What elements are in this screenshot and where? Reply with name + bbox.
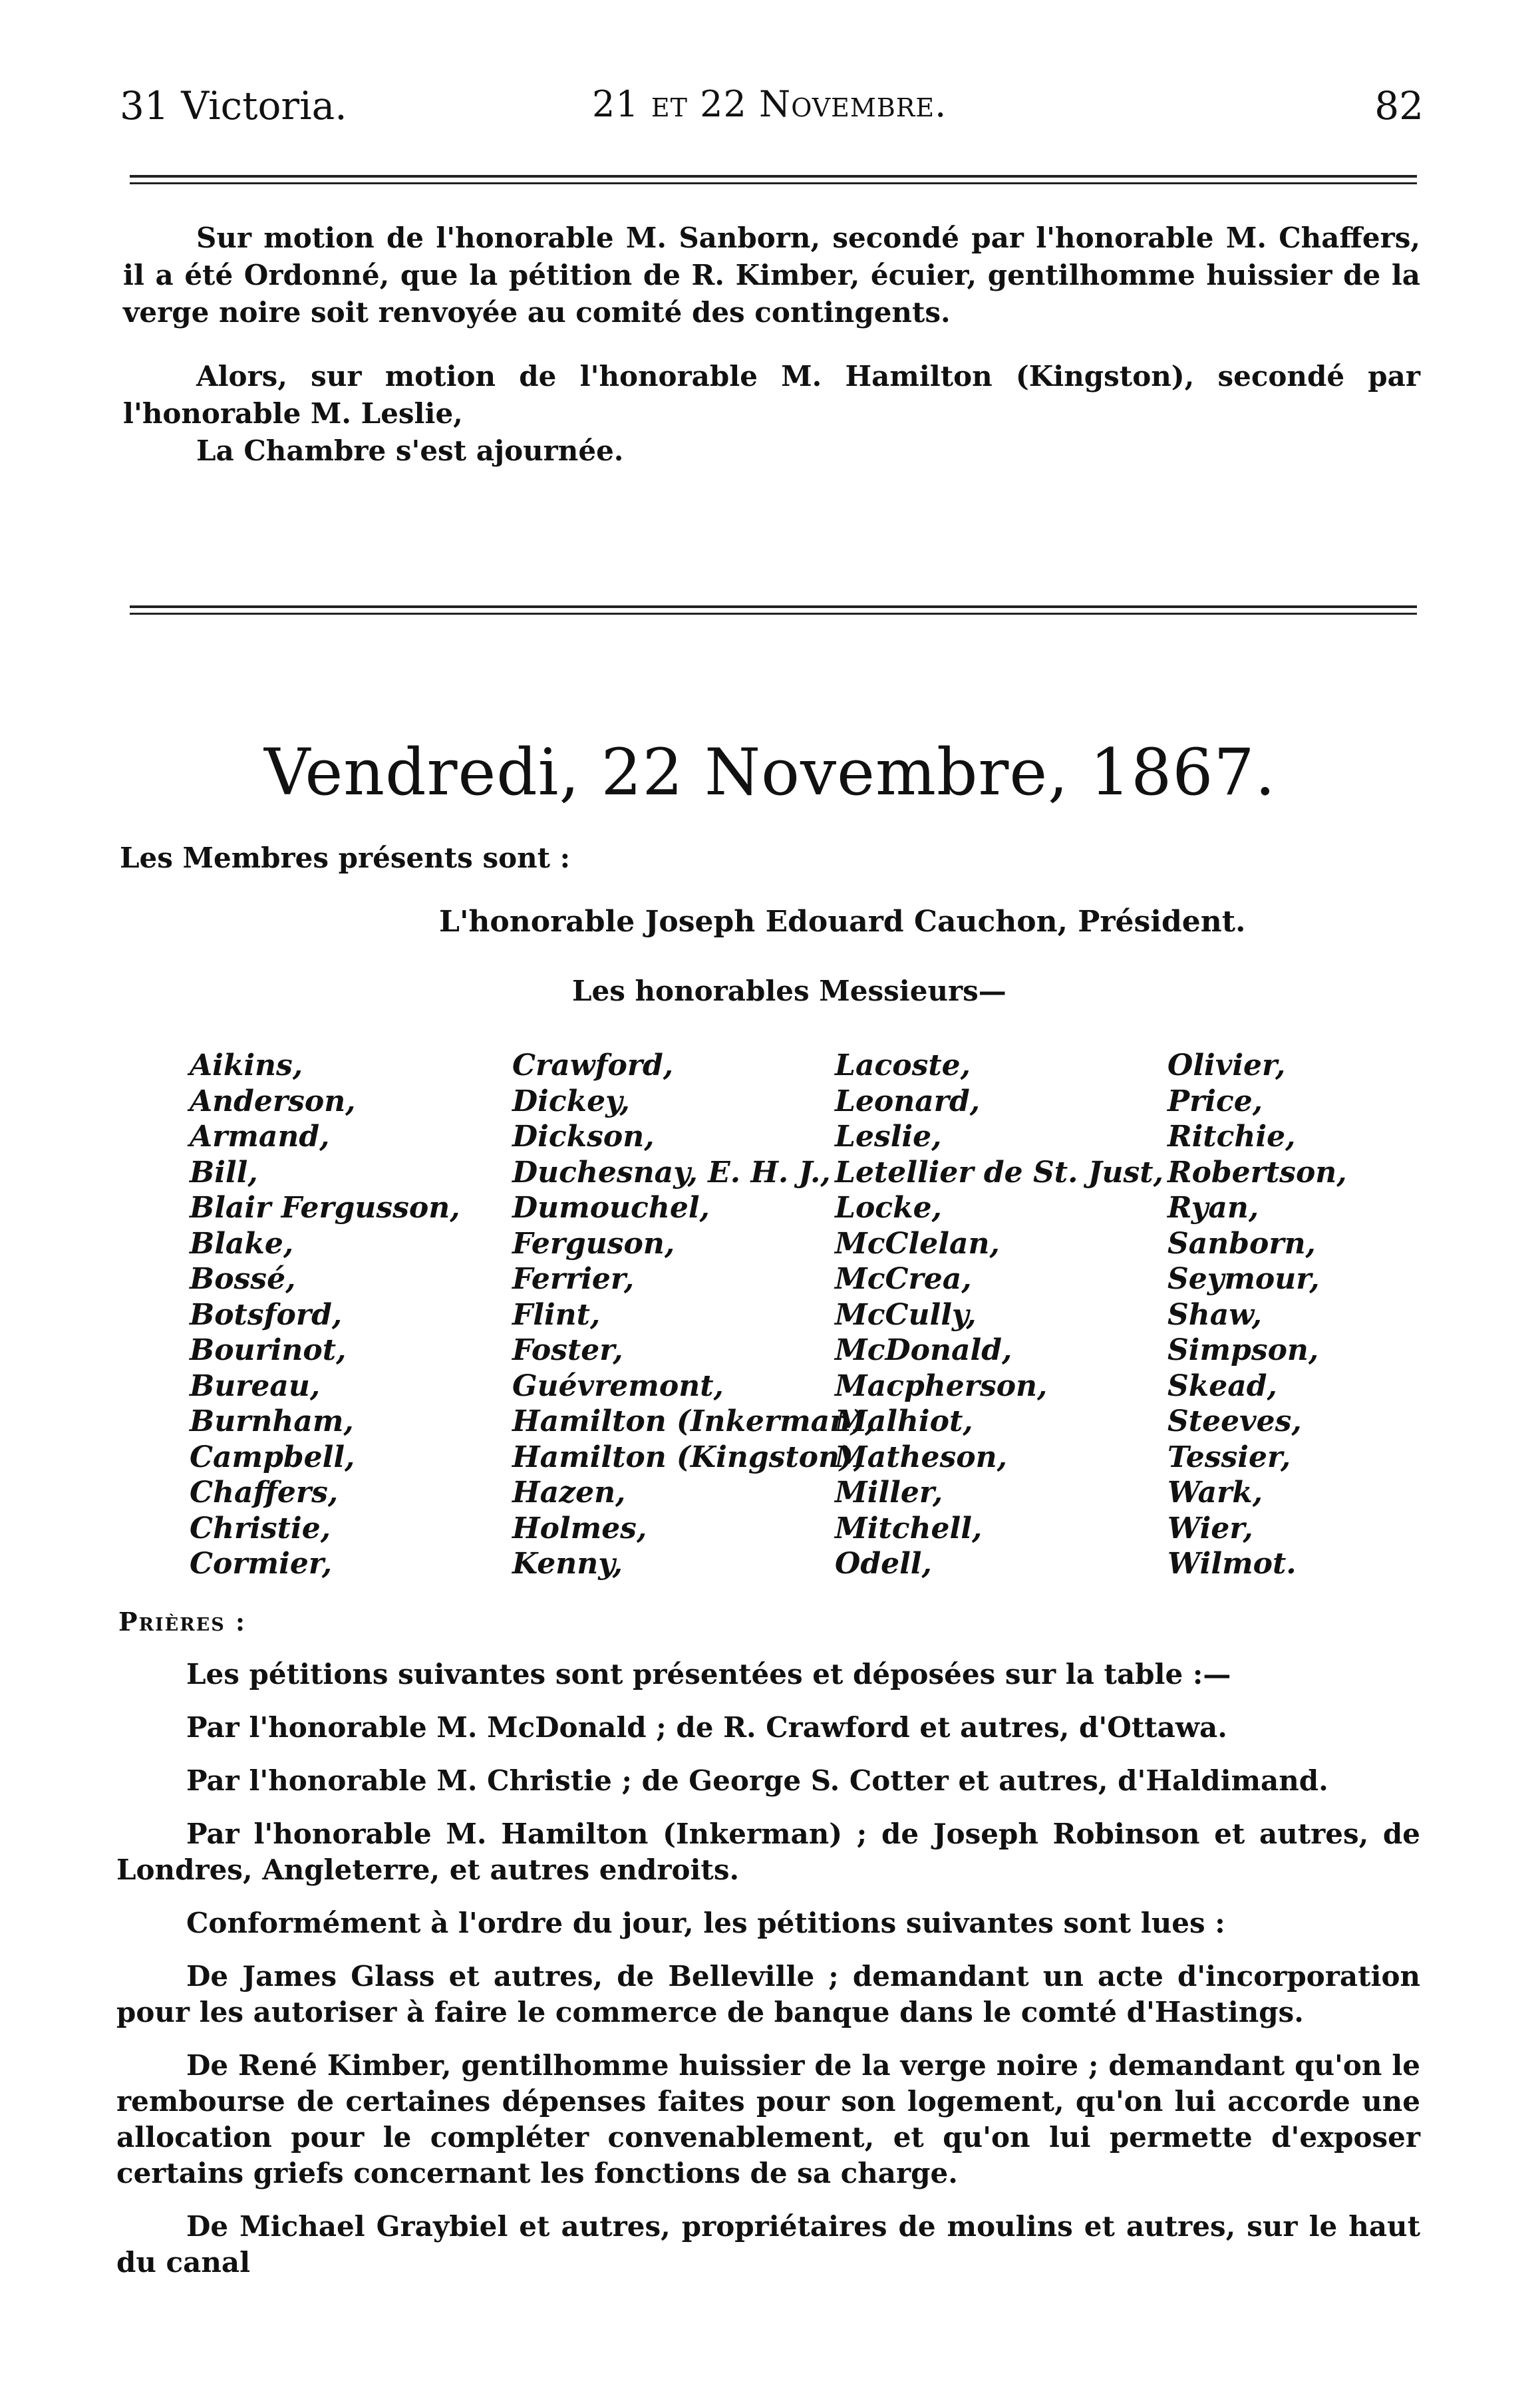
member-name: Wier, <box>1167 1511 1253 1545</box>
member-name: Skead, <box>1167 1368 1277 1403</box>
member-name: Wark, <box>1167 1476 1263 1510</box>
honorables-messieurs-label: Les honorables Messieurs— <box>572 975 1006 1007</box>
president-line: L'honorable Joseph Edouard Cauchon, Président. <box>439 905 1246 939</box>
petition-james-glass: De James Glass et autres, de Belleville ; demandant un acte d'incorporation pour les autoriser à faire le commerce de banque dans le comté d'Hastings. <box>116 1960 1420 2028</box>
member-name: Campbell, <box>190 1440 355 1474</box>
member-name: Christie, <box>190 1511 331 1545</box>
members-present-label: Les Membres présents sont : <box>120 842 571 874</box>
member-name: Hamilton (Inkerman), <box>512 1404 875 1438</box>
prayers-heading <box>118 1607 246 1637</box>
member-name: Foster, <box>512 1333 623 1367</box>
member-name: Simpson, <box>1167 1333 1319 1367</box>
petitions-read-intro: Conformément à l'ordre du jour, les pétitions suivantes sont lues : <box>186 1907 1225 1939</box>
member-name: Flint, <box>512 1297 601 1332</box>
petition-rene-kimber: De René Kimber, gentilhomme huissier de la verge noire ; demandant qu'on le rembourse de certaines dépenses faites pour son logement, qu'on lui accorde une allocation pour le compléter convenablement, et qu'on lui permette d'exposer certains griefs concernant les fonctions de sa charge. <box>116 2049 1420 2189</box>
member-name: Macpherson, <box>835 1368 1048 1403</box>
page-number: 82 <box>1374 83 1424 128</box>
members-column-4 <box>1167 1048 1347 1582</box>
member-name: Ryan, <box>1167 1191 1259 1225</box>
member-name: Matheson, <box>835 1440 1007 1474</box>
member-name: Ferrier, <box>512 1262 635 1296</box>
member-name: Hamilton (Kingston), <box>512 1440 864 1474</box>
member-name: Shaw, <box>1167 1297 1262 1332</box>
member-name: Dumouchel, <box>512 1191 710 1225</box>
header-dates: 21 et 22 Novembre. <box>592 83 947 125</box>
member-name: Chaffers, <box>190 1476 339 1510</box>
member-name: Lacoste, <box>835 1048 971 1082</box>
petition-mcdonald: Par l'honorable M. McDonald ; de R. Crawford et autres, d'Ottawa. <box>186 1711 1227 1744</box>
header-rule-bottom <box>130 182 1417 184</box>
petition-michael-graybiel: De Michael Graybiel et autres, propriétaires de moulins et autres, sur le haut du canal <box>116 2210 1420 2279</box>
member-name: Leonard, <box>835 1084 981 1118</box>
section-rule-top <box>130 605 1417 608</box>
prayers-label: Prières : <box>118 1607 246 1637</box>
member-name: Bill, <box>190 1155 258 1190</box>
petitions-section <box>116 1657 1420 2298</box>
motion-sanborn-paragraph: Sur motion de l'honorable M. Sanborn, secondé par l'honorable M. Chaffers, il a été Ordonné, que la pétition de R. Kimber, écuier, gentilhomme huissier de la verge noire soit renvoyée au comité des contingents. <box>123 222 1420 329</box>
section-rule-bottom <box>130 613 1417 615</box>
member-name: Hazen, <box>512 1476 626 1510</box>
member-name: Burnham, <box>190 1404 354 1438</box>
petitions-presented-intro: Les pétitions suivantes sont présentées et déposées sur la table :— <box>186 1658 1231 1690</box>
members-column-2 <box>512 1048 875 1582</box>
member-name: Aikins, <box>190 1048 303 1082</box>
member-name: Holmes, <box>512 1511 647 1545</box>
member-name: Bureau, <box>190 1368 321 1403</box>
member-name: Sanborn, <box>1167 1226 1316 1261</box>
member-name: Malhiot, <box>835 1404 973 1438</box>
member-name: Price, <box>1167 1084 1263 1118</box>
member-name: Crawford, <box>512 1048 674 1082</box>
adjournment-line: La Chambre s'est ajournée. <box>196 434 624 467</box>
member-name: Bourinot, <box>190 1333 347 1367</box>
petition-christie: Par l'honorable M. Christie ; de George S. Cotter et autres, d'Haldimand. <box>186 1764 1328 1797</box>
member-name: Leslie, <box>835 1120 942 1154</box>
member-name: McCrea, <box>835 1262 972 1296</box>
member-name: Kenny, <box>512 1547 623 1581</box>
member-name: McDonald, <box>835 1333 1012 1367</box>
member-name: Blair Fergusson, <box>190 1191 460 1225</box>
member-name: McClelan, <box>835 1226 1000 1261</box>
member-name: Cormier, <box>190 1547 333 1581</box>
member-name: Botsford, <box>190 1297 343 1332</box>
member-name: Anderson, <box>190 1084 356 1118</box>
member-name: McCully, <box>835 1297 977 1332</box>
member-name: Ferguson, <box>512 1226 675 1261</box>
member-name: Mitchell, <box>835 1511 983 1545</box>
member-name: Duchesnay, E. H. J., <box>512 1155 831 1190</box>
member-name: Letellier de St. Just, <box>835 1155 1163 1190</box>
member-name: Guévremont, <box>512 1368 724 1403</box>
member-name: Tessier, <box>1167 1440 1291 1474</box>
member-name: Wilmot. <box>1167 1547 1297 1581</box>
header-volume: 31 Victoria. <box>120 83 347 128</box>
member-name: Seymour, <box>1167 1262 1320 1296</box>
member-name: Miller, <box>835 1476 943 1510</box>
member-name: Armand, <box>190 1120 330 1154</box>
member-name: Robertson, <box>1167 1155 1347 1190</box>
petition-hamilton: Par l'honorable M. Hamilton (Inkerman) ; de Joseph Robinson et autres, de Londres, Angleterre, et autres endroits. <box>116 1818 1420 1886</box>
header-rule-top <box>130 175 1417 178</box>
page-header <box>120 83 1424 136</box>
members-column-3 <box>835 1048 1163 1582</box>
sitting-date-title: Vendredi, 22 Novembre, 1867. <box>263 735 1277 810</box>
member-name: Odell, <box>835 1547 932 1581</box>
member-name: Dickey, <box>512 1084 630 1118</box>
member-name: Steeves, <box>1167 1404 1302 1438</box>
members-column-1 <box>190 1048 460 1582</box>
member-name: Dickson, <box>512 1120 655 1154</box>
member-name: Olivier, <box>1167 1048 1286 1082</box>
member-name: Ritchie, <box>1167 1120 1296 1154</box>
motion-hamilton-paragraph: Alors, sur motion de l'honorable M. Hamilton (Kingston), secondé par l'honorable M. Leslie, <box>123 360 1420 430</box>
member-name: Bossé, <box>190 1262 296 1296</box>
member-name: Blake, <box>190 1226 294 1261</box>
intro-section <box>123 220 1420 470</box>
member-name: Locke, <box>835 1191 942 1225</box>
